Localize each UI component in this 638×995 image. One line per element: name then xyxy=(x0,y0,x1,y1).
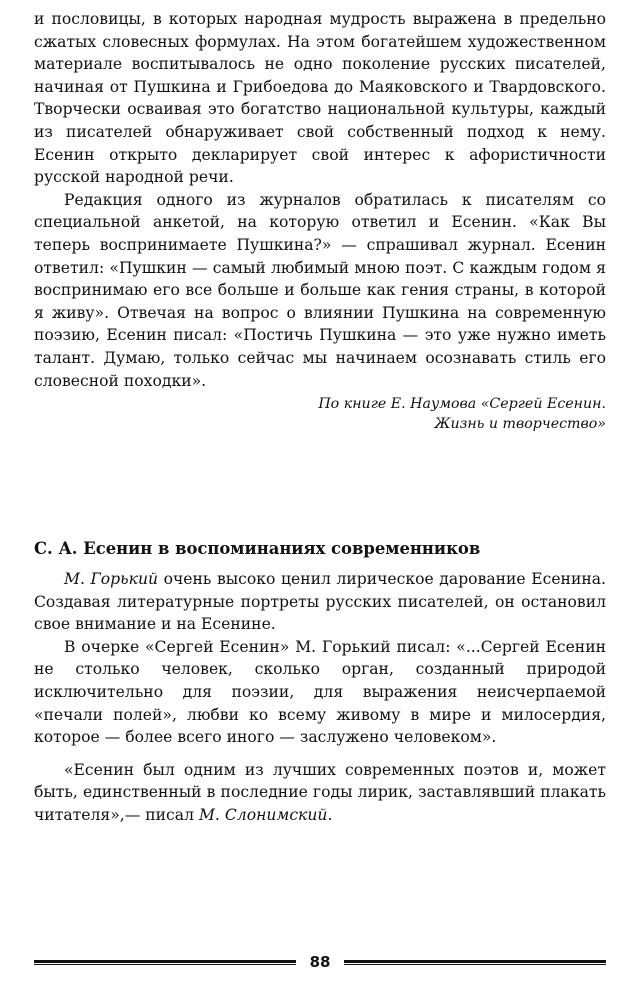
intro-paragraph: и пословицы, в которых народная мудрость выражена в предельно сжатых словесных формулах. На этом богатейшем художественном материале воспитывалось не одно поколение русских писателей, начиная от Пушкина и Грибоедова до Маяковского и Твардовского. Творчески осваивая это богатство национальной культуры, каждый из писателей обнаруживает свой собственный подход к нему. Есенин открыто декларирует свой интерес к афористичности русской народной речи. xyxy=(34,10,606,187)
slonimsky-paragraph xyxy=(34,759,606,827)
page-footer xyxy=(34,950,606,974)
paragraph-gap xyxy=(34,749,606,759)
footer-rule-left xyxy=(34,960,296,965)
essay-paragraph: В очерке «Сергей Есенин» М. Горький писал: «...Сергей Есенин не столько человек, сколько орган, созданный природой исключительно для поэзии, для выражения неисчерпаемой «печали полей», любви ко всему живому в мире и милосердия, которое — более всего иного — заслужено человеком». xyxy=(34,637,606,747)
footer-rule-right xyxy=(344,960,606,965)
slonimsky-quote: «Есенин был одним из лучших современных поэтов и, может быть, единственный в последние годы лирик, заставлявший плакать читателя»,— писал xyxy=(34,760,606,825)
slonimsky-name: М. Слонимский. xyxy=(198,806,333,825)
source-line-1: По книге Е. Наумова «Сергей Есенин. xyxy=(318,396,606,413)
source-citation xyxy=(34,394,606,434)
section-heading: С. А. Есенин в воспоминаниях современников xyxy=(34,539,481,559)
source-line-2: Жизнь и творчество» xyxy=(434,416,606,433)
page-content xyxy=(34,8,606,827)
survey-paragraph: Редакция одного из журналов обратилась к писателям со специальной анкетой, на которую ответил и Есенин. «Как Вы теперь воспринимаете Пушкина?» — спрашивал журнал. Есенин ответил: «Пушкин — самый любимый мною поэт. С каждым годом я воспринимаю его все больше и больше как гения страны, в которой я живу». Отвечая на вопрос о влиянии Пушкина на современную поэзию, Есенин писал: «Постичь Пушкина — это уже нужно иметь талант. Думаю, только сейчас мы начинаем осознавать стиль его словесной походки». xyxy=(34,190,606,390)
gorky-paragraph-text: очень высоко ценил лирическое дарование Есенина. Создавая литературные портреты русских писателей, он остановил свое внимание и на Есенине. xyxy=(34,570,606,634)
gorky-paragraph xyxy=(34,568,606,636)
page-number: 88 xyxy=(309,953,331,971)
gorky-name: М. Горький xyxy=(64,570,159,589)
